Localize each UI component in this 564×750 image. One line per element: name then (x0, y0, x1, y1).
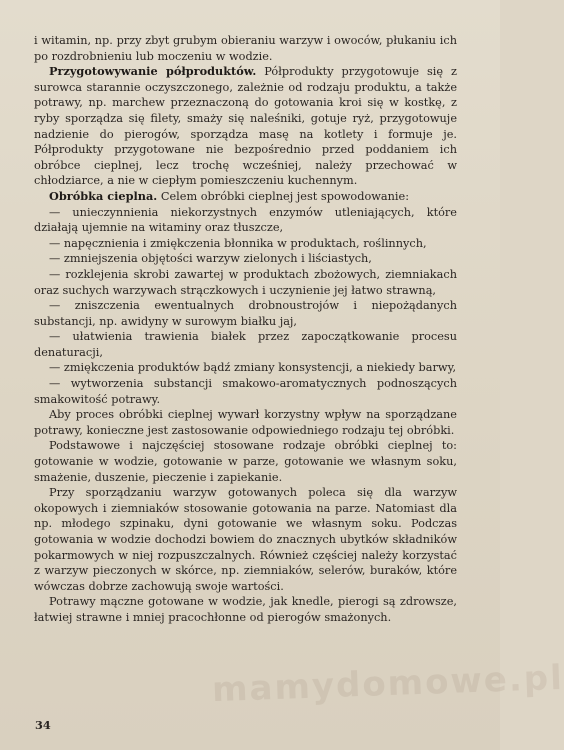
list-item: — wytworzenia substancji smakowo-aromatycznych podnoszących smakowitość potrawy. (34, 377, 457, 406)
page-number: 34 (35, 718, 51, 732)
paragraph-flour-dishes: Potrawy mączne gotowane w wodzie, jak knedle, pierogi są zdrowsze, łatwiej strawne i mniej pracochłonne od pierogów smażonych. (34, 595, 457, 624)
list-item: — zmniejszenia objętości warzyw zielonych i liściastych, (49, 252, 372, 266)
paragraph-cooked-vegetables: Przy sporządzaniu warzyw gotowanych poleca się dla warzyw okopowych i ziemniaków stosowanie gotowania na parze. Natomiast dla np. młodego szpinaku, dyni gotowanie we własnym soku. Podczas gotowania w wodzie dochodzi bowiem do znacznych ubytków składników pokarmowych w niej rozpuszczalnych. Również częściej należy korzystać z warzyw pieczonych w skórce, np. ziemniaków, selerów, buraków, które wówczas dobrze zachowują swoje wartości. (34, 486, 457, 593)
list-item: — rozklejenia skrobi zawartej w produktach zbożowych, ziemniakach oraz suchych warzywach strączkowych i uczynienie jej łatwo strawną, (34, 267, 457, 297)
list-item: — unieczynnienia niekorzystnych enzymów utleniających, które działają ujemnie na witaminy oraz tłuszcze, (34, 205, 457, 235)
section-text-half-products: Półprodukty przygotowuje się z surowca starannie oczyszczonego, zależnie od rodzaju produktu, a także potrawy, np. marchew przeznaczoną do gotowania kroi się w kostkę, z ryby sporządza się filety, smaży się naleśniki, gotuje ryż, przygotowuje nadzienie do pierogów, sporządza masę na kotlety i formuje je. Półprodukty przygotowane nie bezpośrednio przed poddaniem ich obróbce cieplnej, lecz trochę wcześniej, należy przechować w chłodziarce, a nie w ciepłym pomieszczeniu kuchennym. (34, 65, 458, 188)
list-item: — napęcznienia i zmiękczenia błonnika w produktach, roślinnych, (49, 236, 427, 250)
page-text (34, 33, 457, 626)
paragraph-continuation: i witamin, np. przy zbyt grubym obieraniu warzyw i owoców, płukaniu ich po rozdrobnieniu lub moczeniu w wodzie. (34, 34, 457, 63)
paragraph-half-products (34, 64, 457, 189)
list-item: — zniszczenia ewentualnych drobnoustrojów i niepożądanych substancji, np. awidyny w surowym białku jaj, (34, 299, 457, 328)
watermark: mamydomowe.pl (211, 657, 564, 711)
paragraph-heat-treatment (34, 189, 457, 205)
section-heading-half-products: Przygotowywanie półproduktów. (49, 64, 257, 79)
paragraph-basic-methods: Podstawowe i najczęściej stosowane rodzaje obróbki cieplnej to: gotowanie w wodzie, gotowanie w parze, gotowanie we własnym soku, smażenie, duszenie, pieczenie i zapiekanie. (34, 439, 457, 484)
list-item: — zmiękczenia produktów bądź zmiany konsystencji, a niekiedy barwy, (49, 361, 457, 375)
section-text-heat-treatment: Celem obróbki cieplnej jest spowodowanie: (157, 189, 410, 203)
section-heading-heat-treatment: Obróbka cieplna. (49, 188, 158, 203)
paragraph-proper-treatment: Aby proces obróbki cieplnej wywarł korzystny wpływ na sporządzane potrawy, konieczne jest zastosowanie odpowiedniego rodzaju tej obróbki. (34, 408, 457, 437)
list-item: — ułatwienia trawienia białek przez zapoczątkowanie procesu denaturacji, (34, 330, 457, 359)
